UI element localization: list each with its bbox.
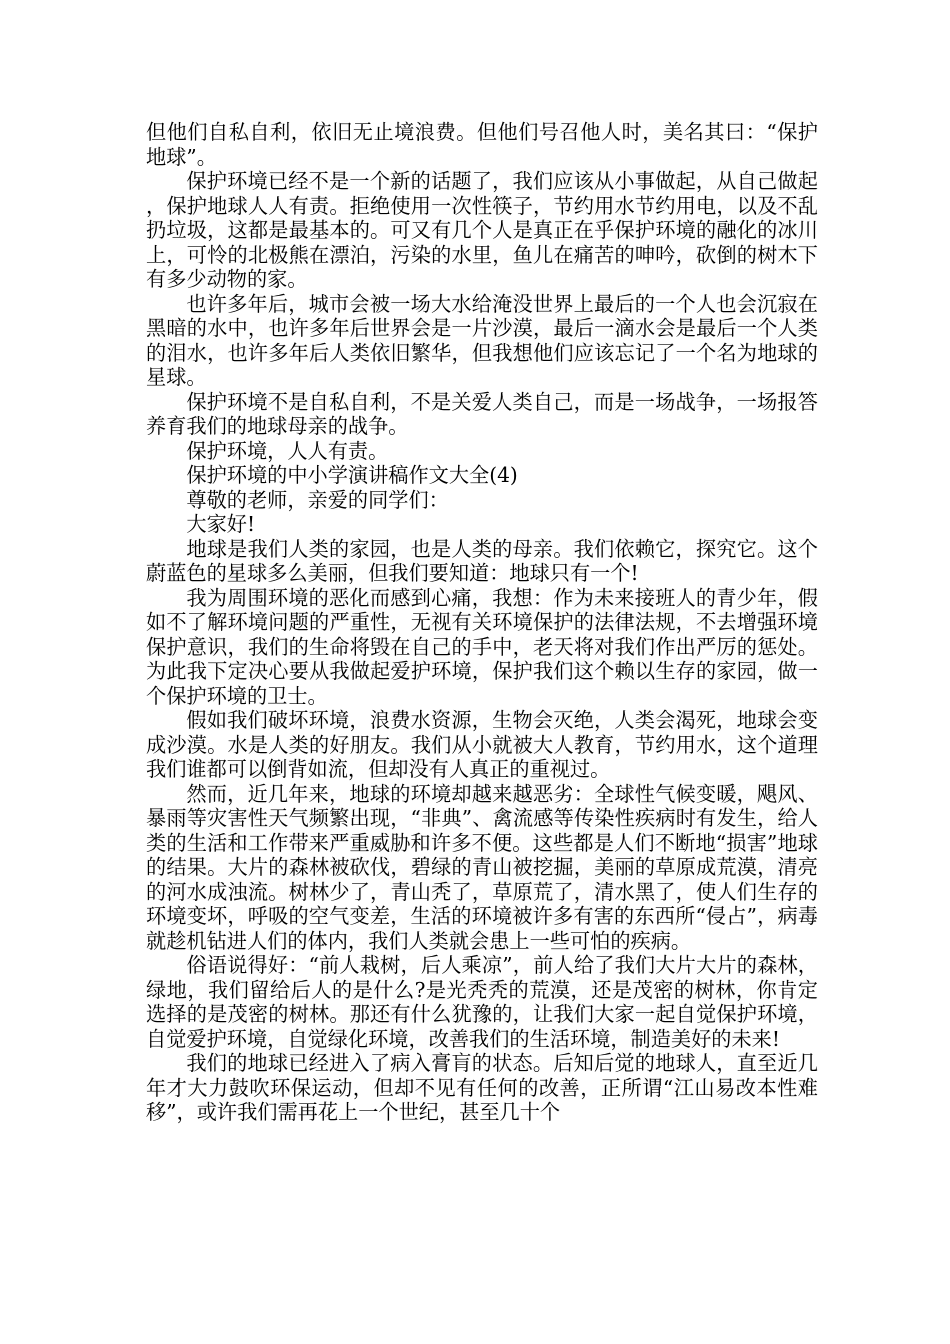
section-heading: 保护环境的中小学演讲稿作文大全(4) (186, 463, 518, 487)
paragraph-10: 我为周围环境的恶化而感到心痛，我想：作为未来接班人的青少年，假如不了解环境问题的严重性，无视有关环境保护的法律法规，不去增强环境保护意识，我们的生命将毁在自己的手中，老天将对我们作出严厉的惩处。为此我下定决心要从我做起爱护环境，保护我们这个赖以生存的家园，做一个保护环境的卫士。 (146, 585, 818, 708)
paragraph-2: 保护环境已经不是一个新的话题了，我们应该从小事做起，从自己做起，保护地球人人有责。拒绝使用一次性筷子，节约用水节约用电，以及不乱扔垃圾，这都是最基本的。可又有几个人是真正在乎保护环境的融化的冰川上，可怜的北极熊在漂泊，污染的水里，鱼儿在痛苦的呻吟，砍倒的树木下有多少动物的家。 (146, 169, 818, 291)
greeting: 大家好! (186, 512, 256, 536)
paragraph-3: 也许多年后，城市会被一场大水给淹没世界上最后的一个人也会沉寂在黑暗的水中，也许多年后世界会是一片沙漠，最后一滴水会是最后一个人类的泪水，也许多年后人类依旧繁华，但我想他们应该忘记了一个名为地球的星球。 (146, 291, 818, 389)
paragraph-12: 然而，近几年来，地球的环境却越来越恶劣：全球性气候变暖，飓风、暴雨等灾害性天气频繁出现，“非典”、禽流感等传染性疾病时有发生，给人类的生活和工作带来严重威胁和许多不便。这些都是人们不断地“损害”地球的结果。大片的森林被砍伐，碧绿的青山被挖掘，美丽的草原成荒漠，清亮的河水成浊流。树林少了，青山秃了，草原荒了，清水黑了，使人们生存的环境变坏，呼吸的空气变差，生活的环境被许多有害的东西所“侵占”，病毒就趁机钻进人们的体内，我们人类就会患上一些可怕的疾病。 (146, 781, 818, 953)
paragraph-9: 地球是我们人类的家园，也是人类的母亲。我们依赖它，探究它。这个蔚蓝色的星球多么美丽，但我们要知道：地球只有一个! (146, 536, 818, 585)
paragraph-1: 但他们自私自利，依旧无止境浪费。但他们号召他人时，美名其曰：“保护地球”。 (146, 120, 818, 169)
paragraph-13: 俗语说得好：“前人栽树，后人乘凉”，前人给了我们大片大片的森林，绿地，我们留给后人的是什么?是光秃秃的荒漠，还是茂密的树林，你肯定选择的是茂密的树林。那还有什么犹豫的，让我们大家一起自觉保护环境，自觉爱护环境，自觉绿化环境，改善我们的生活环境，制造美好的未来! (146, 953, 818, 1051)
paragraph-5: 保护环境，人人有责。 (186, 438, 389, 463)
paragraph-11: 假如我们破坏环境，浪费水资源，生物会灭绝，人类会渴死，地球会变成沙漠。水是人类的好朋友。我们从小就被大人教育，节约用水，这个道理我们谁都可以倒背如流，但却没有人真正的重视过。 (146, 708, 818, 781)
paragraph-4: 保护环境不是自私自利，不是关爱人类自己，而是一场战争，一场报答养育我们的地球母亲的战争。 (146, 389, 818, 438)
salutation: 尊敬的老师，亲爱的同学们： (186, 487, 449, 512)
document-page (146, 120, 818, 1125)
paragraph-14: 我们的地球已经进入了病入膏肓的状态。后知后觉的地球人，直至近几年才大力鼓吹环保运动，但却不见有任何的改善，正所谓“江山易改本性难移”，或许我们需再花上一个世纪，甚至几十个 (146, 1051, 818, 1124)
